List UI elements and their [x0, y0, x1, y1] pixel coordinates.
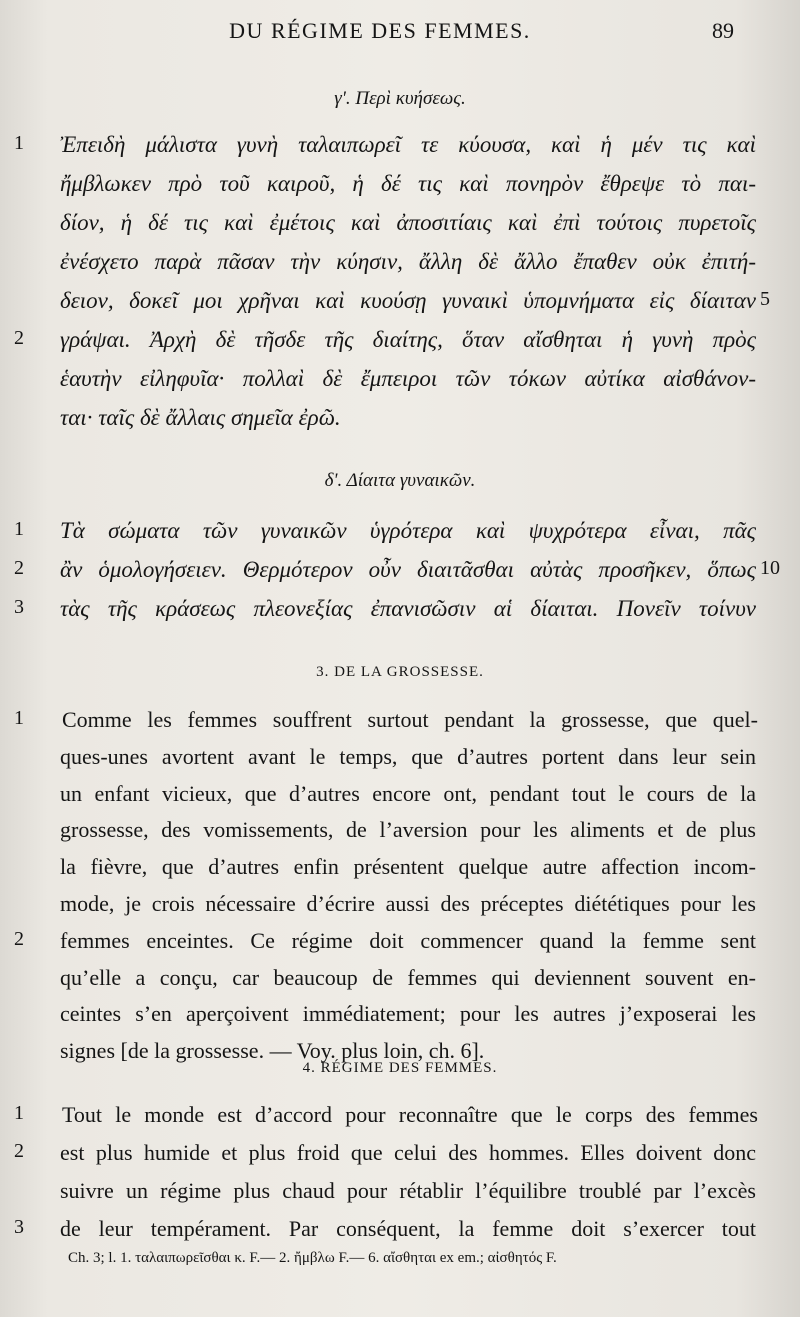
text-line	[0, 811, 800, 848]
line-text: τὰς τῆς κράσεως πλεονεξίας ἐπανισῶσιν αἱ δίαιται. Πονεῖν τοίνυν	[60, 596, 756, 621]
line-text: un enfant vicieux, que d’autres encore ont, pendant tout le cours de la	[60, 780, 756, 806]
line-text: suivre un régime plus chaud pour rétablir l’équilibre troublé par l’excès	[60, 1178, 756, 1203]
line-text: femmes enceintes. Ce régime doit commencer quand la femme sent	[60, 927, 756, 953]
line-number: 10	[760, 557, 780, 579]
text-line	[0, 243, 800, 282]
line-text: grossesse, des vomissements, de l’aversion pour les aliments et de plus	[60, 817, 756, 843]
margin-number: 1	[14, 1102, 24, 1124]
line-text: signes [de la grossesse. — Voy. plus loin, ch. 6].	[60, 1038, 485, 1064]
margin-number: 1	[14, 518, 24, 540]
line-text: ἤμβλωκεν πρὸ τοῦ καιροῦ, ἡ δέ τις καὶ πονηρὸν ἔθρεψε τὸ παι-	[60, 171, 756, 196]
line-text: δίον, ἡ δέ τις καὶ ἐμέτοις καὶ ἀποσιτίαις καὶ ἐπὶ τούτοις πυρετοῖς	[60, 210, 756, 235]
text-line	[0, 738, 800, 775]
margin-number: 2	[14, 1140, 24, 1162]
text-line	[0, 701, 800, 738]
line-text: Τὰ σώματα τῶν γυναικῶν ὑγρότερα καὶ ψυχρότερα εἶναι, πᾶς	[60, 518, 756, 543]
text-line	[0, 360, 800, 399]
line-text: ceintes s’en aperçoivent immédiatement; pour les autres j’exposerai les	[60, 1001, 756, 1027]
text-line	[0, 399, 800, 438]
page-header	[0, 18, 800, 48]
text-line	[0, 1172, 800, 1210]
text-line	[0, 204, 800, 243]
text-line	[0, 282, 800, 321]
text-line	[0, 551, 800, 590]
text-line	[0, 590, 800, 629]
section-title-regime: 4. RÉGIME DES FEMMES.	[302, 1060, 498, 1076]
text-line	[0, 775, 800, 812]
text-line	[0, 885, 800, 922]
line-text: Tout le monde est d’accord pour reconnaître que le corps des femmes	[62, 1102, 758, 1127]
margin-number: 1	[14, 707, 24, 729]
margin-number: 3	[14, 596, 24, 618]
line-text: mode, je crois nécessaire d’écrire aussi des préceptes diététiques pour les	[60, 890, 756, 916]
margin-number: 1	[14, 132, 24, 154]
french-passage-2	[0, 1096, 800, 1248]
line-text: Ἐπειδὴ μάλιστα γυνὴ ταλαιπωρεῖ τε κύουσα, καὶ ἡ μέν τις καὶ	[60, 132, 756, 157]
text-line	[0, 1096, 800, 1134]
line-text: ται· ταῖς δὲ ἄλλαις σημεῖα ἐρῶ.	[60, 405, 341, 430]
text-line	[0, 959, 800, 996]
line-text: la fièvre, que d’autres enfin présentent quelque autre affection incom-	[60, 854, 756, 880]
text-line	[0, 126, 800, 165]
margin-number: 3	[14, 1216, 24, 1238]
section-title-greek-gamma: γ'. Περὶ κυήσεως.	[334, 88, 466, 109]
line-text: δειον, δοκεῖ μοι χρῆναι καὶ κυούσῃ γυναικὶ ὑπομνήματα εἰς δίαιταν	[60, 288, 756, 313]
text-line	[0, 321, 800, 360]
text-line	[0, 512, 800, 551]
section-title-greek-delta: δ'. Δίαιτα γυναικῶν.	[324, 470, 476, 491]
line-text: ἐνέσχετο παρὰ πᾶσαν τὴν κύησιν, ἄλλη δὲ ἄλλο ἔπαθεν οὐκ ἐπιτή-	[60, 249, 756, 274]
line-text: γράψαι. Ἀρχὴ δὲ τῆσδε τῆς διαίτης, ὅταν αἴσθηται ἡ γυνὴ πρὸς	[60, 327, 756, 352]
line-text: de leur tempérament. Par conséquent, la femme doit s’exercer tout	[60, 1216, 756, 1241]
text-line	[0, 165, 800, 204]
greek-passage-1	[0, 126, 800, 438]
line-text: ques-unes avortent avant le temps, que d’autres portent dans leur sein	[60, 743, 756, 769]
greek-passage-2	[0, 512, 800, 629]
french-passage-1	[0, 701, 800, 1069]
line-text: ἑαυτὴν εἰληφυῖα· πολλαὶ δὲ ἔμπειροι τῶν τόκων αὐτίκα αἰσθάνον-	[60, 366, 756, 391]
running-title: DU RÉGIME DES FEMMES.	[229, 18, 531, 43]
text-line	[0, 848, 800, 885]
text-line	[0, 1210, 800, 1248]
margin-number: 2	[14, 927, 24, 950]
section-title-grossesse: 3. DE LA GROSSESSE.	[316, 664, 484, 680]
line-text: est plus humide et plus froid que celui des hommes. Elles doivent donc	[60, 1140, 756, 1165]
margin-number: 2	[14, 327, 24, 349]
text-line	[0, 922, 800, 959]
text-line	[0, 995, 800, 1032]
page-number: 89	[712, 18, 734, 43]
line-text: qu’elle a conçu, car beaucoup de femmes qui deviennent souvent en-	[60, 964, 756, 990]
footnote-apparatus: Ch. 3; l. 1. ταλαιπωρεῖσθαι κ. F.— 2. ἤμβλω F.— 6. αἴσθηται ex em.; αἰσθητός F.	[68, 1250, 557, 1266]
line-text: ἂν ὁμολογήσειεν. Θερμότερον οὖν διαιτᾶσθαι αὐτὰς προσῆκεν, ὅπως	[60, 557, 756, 582]
line-number: 5	[760, 288, 770, 310]
line-text: Comme les femmes souffrent surtout pendant la grossesse, que quel-	[62, 707, 758, 732]
text-line	[0, 1134, 800, 1172]
margin-number: 2	[14, 557, 24, 579]
